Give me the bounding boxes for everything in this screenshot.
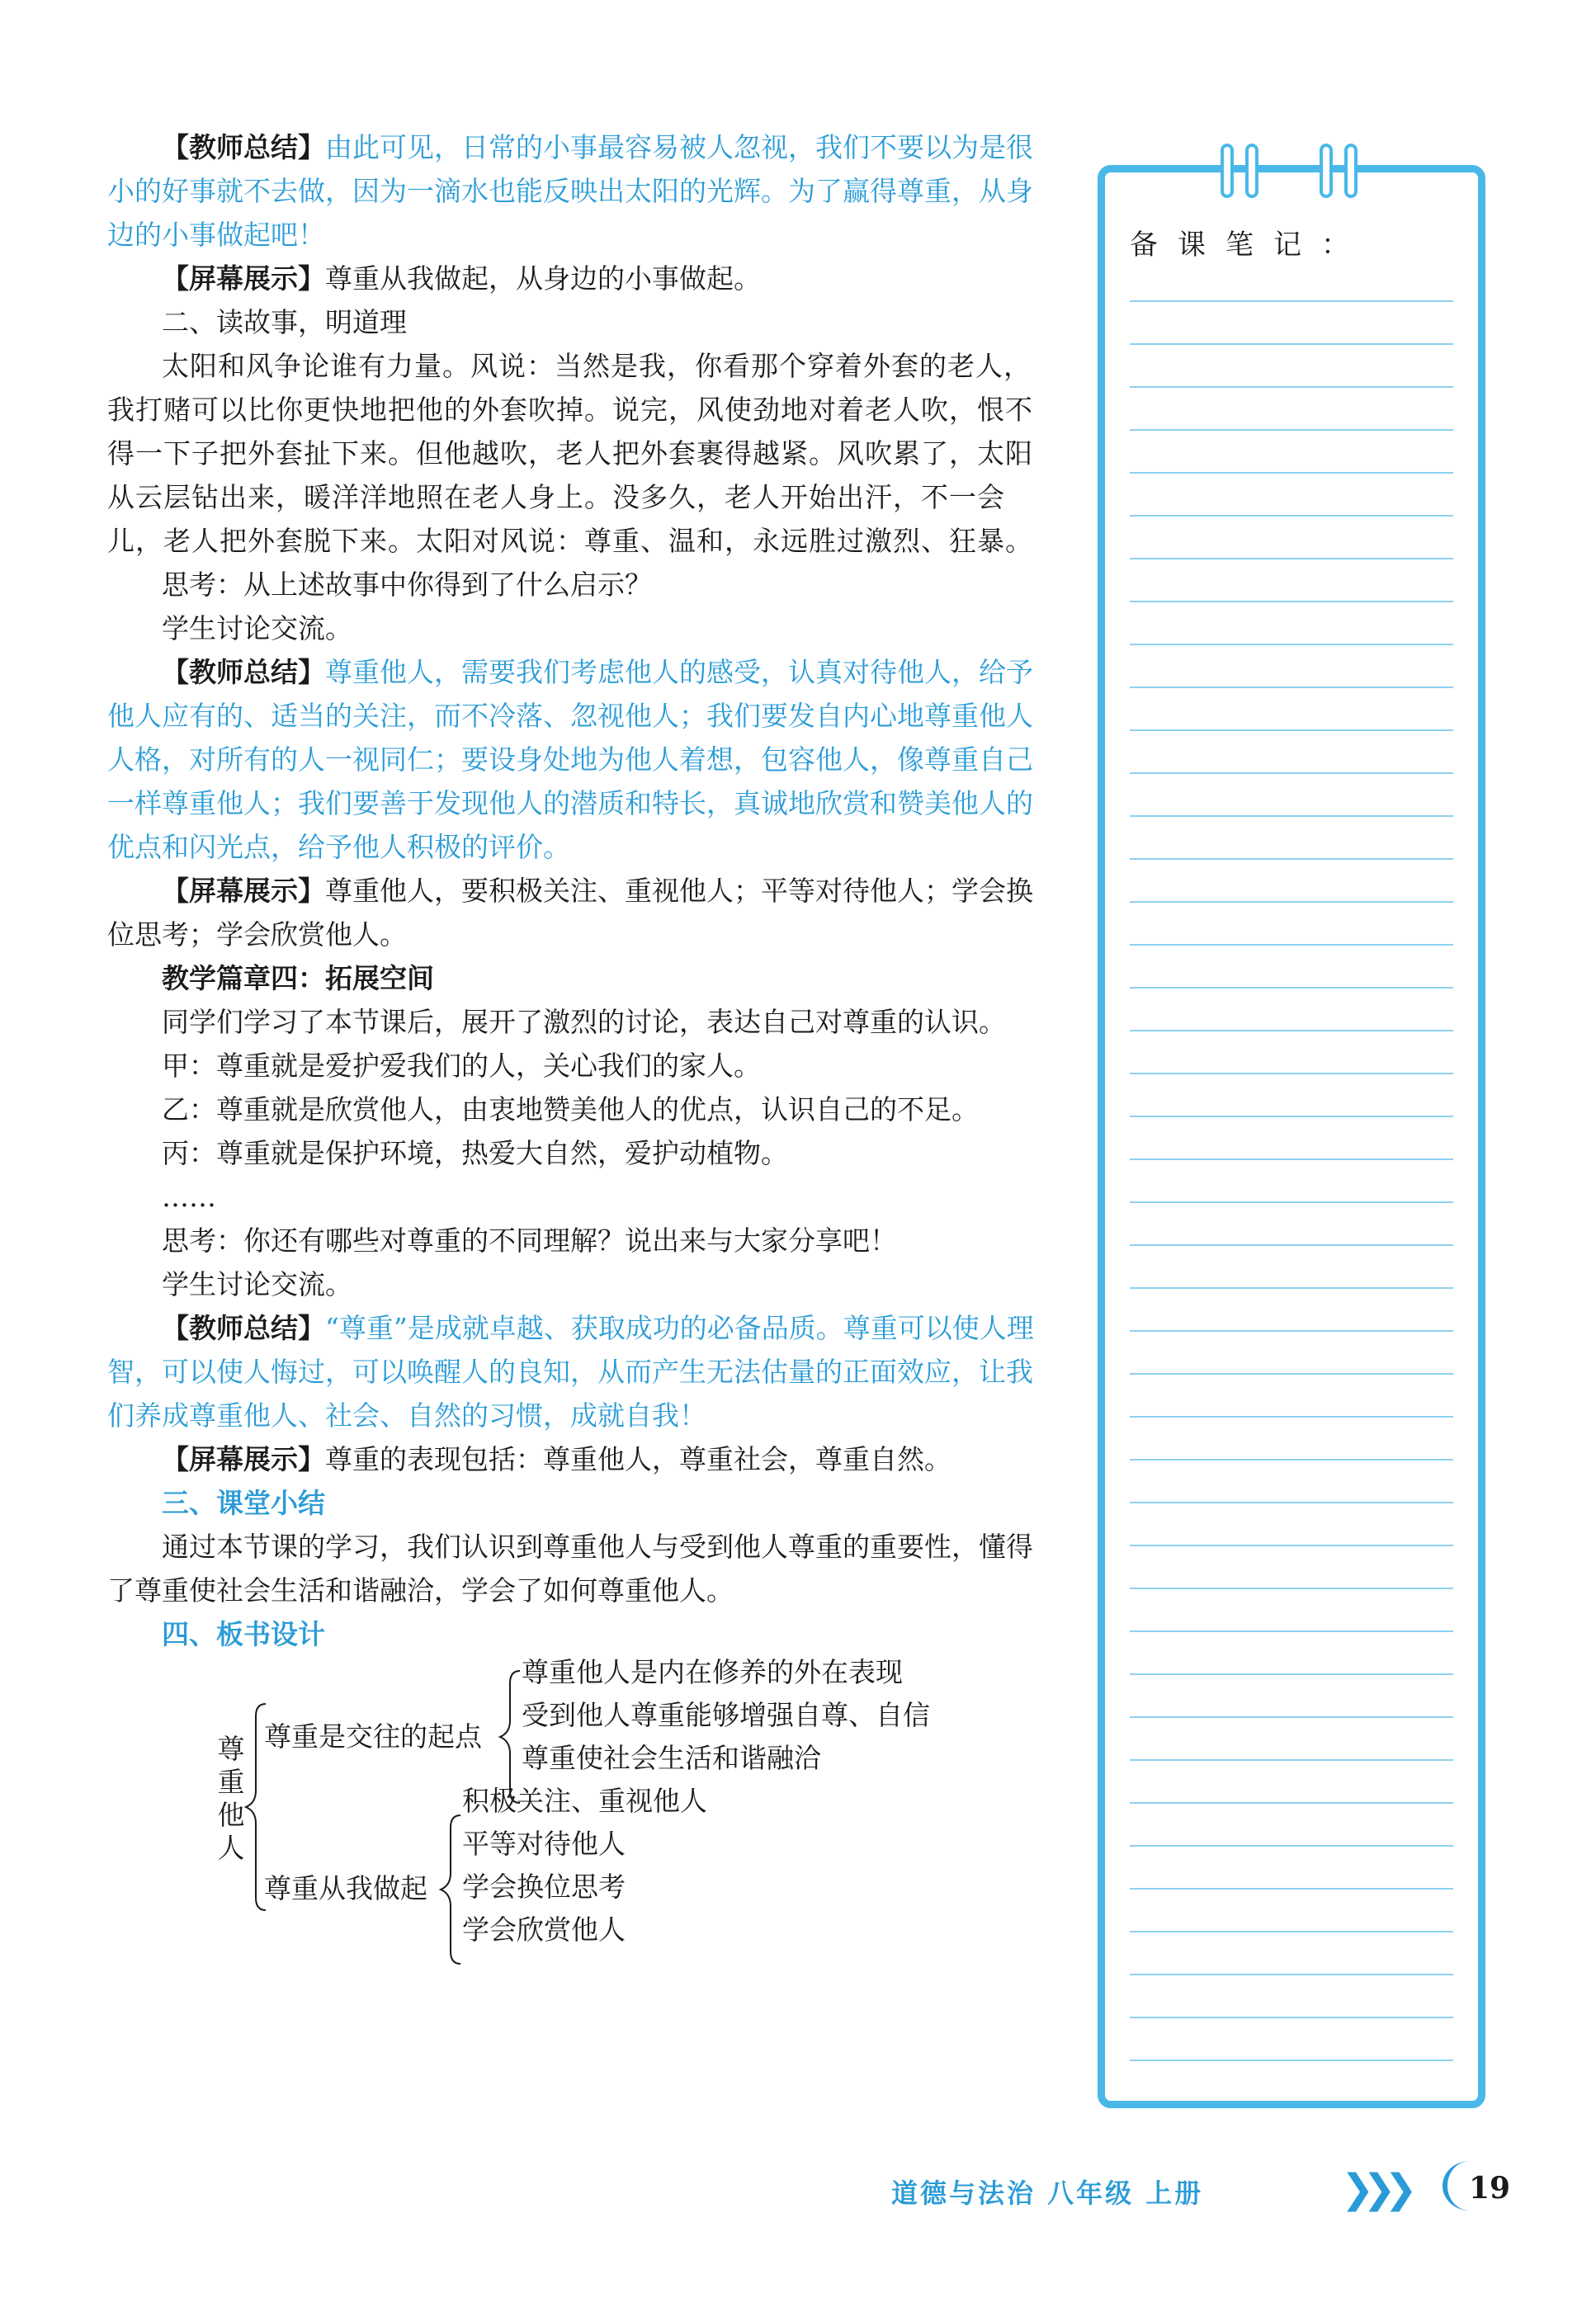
student-discussion-2: 学生讨论交流。	[162, 1268, 352, 1300]
note-line	[1130, 2017, 1453, 2018]
note-line	[1130, 1030, 1453, 1031]
view-jia: 甲：尊重就是爱护爱我们的人，关心我们的家人。	[162, 1050, 761, 1082]
note-line	[1130, 1116, 1453, 1117]
note-line	[1130, 1588, 1453, 1589]
display-text: 尊重他人，要积极关注、重视他人；平等对待他人；学会换位思考；学会欣赏他人。	[107, 875, 1033, 951]
ellipsis: ……	[162, 1181, 216, 1213]
binder-ring-icon	[1221, 144, 1234, 198]
tag-teacher-summary: 【教师总结】	[162, 656, 325, 688]
section-board-design: 四、板书设计	[162, 1618, 325, 1650]
note-line	[1130, 386, 1453, 388]
note-line	[1130, 944, 1453, 946]
tag-screen-display: 【屏幕展示】	[162, 1443, 325, 1475]
story-text: 太阳和风争论谁有力量。风说：当然是我，你看那个穿着外套的老人，我打赌可以比你更快地把他的外套吹掉。说完，风使劲地对着老人吹，恨不得一下子把外套扯下来。但他越吹，老人把外套裹得越紧。风吹累了，太阳从云层钻出来，暖洋洋地照在老人身上。没多久，老人开始出汗，不一会儿，老人把外套脱下来。太阳对风说：尊重、温和，永远胜过激烈、狂暴。	[107, 350, 1033, 557]
screen-display-1	[107, 257, 1056, 300]
board-branch-1: 尊重是交往的起点	[264, 1720, 482, 1753]
display-text: 尊重从我做起，从身边的小事做起。	[325, 262, 761, 295]
teacher-summary-3	[107, 1306, 1056, 1437]
note-line	[1130, 1158, 1453, 1160]
note-line	[1130, 1459, 1453, 1460]
tag-screen-display: 【屏幕展示】	[162, 262, 325, 295]
section-class-summary: 三、课堂小结	[162, 1487, 325, 1519]
tag-screen-display: 【屏幕展示】	[162, 875, 325, 907]
note-line	[1130, 1888, 1453, 1890]
note-line	[1130, 558, 1453, 559]
summary-text: 由此可见，日常的小事最容易被人忽视，我们不要以为是很小的好事就不去做，因为一滴水也能反映出太阳的光辉。为了赢得尊重，从身边的小事做起吧！	[107, 131, 1033, 251]
view-bing: 丙：尊重就是保护环境，热爱大自然，爱护动植物。	[162, 1137, 788, 1169]
note-line	[1130, 1974, 1453, 1975]
note-line	[1130, 300, 1453, 302]
note-line	[1130, 1630, 1453, 1632]
note-line	[1130, 1673, 1453, 1675]
view-yi: 乙：尊重就是欣赏他人，由衷地赞美他人的优点，认识自己的不足。	[162, 1093, 979, 1125]
board-item: 平等对待他人	[462, 1828, 626, 1860]
tag-teacher-summary: 【教师总结】	[162, 131, 325, 163]
chevron-right-icon: ❯❯❯	[1341, 2166, 1406, 2212]
section-extension: 教学篇章四：拓展空间	[162, 962, 434, 994]
screen-display-3	[107, 1437, 1056, 1481]
footer-subject: 道德与法治 八年级 上册	[891, 2178, 1204, 2209]
page-footer	[891, 2166, 1568, 2215]
screen-display-2	[107, 869, 1056, 956]
summary-text: 尊重他人，需要我们考虑他人的感受，认真对待他人，给予他人应有的、适当的关注，而不冷落、忽视他人；我们要发自内心地尊重他人人格，对所有的人一视同仁；要设身处地为他人着想，包容他人，像尊重自己一样尊重他人；我们要善于发现他人的潜质和特长，真诚地欣赏和赞美他人的优点和闪光点，给予他人积极的评价。	[107, 656, 1033, 863]
extension-intro: 同学们学习了本节课后，展开了激烈的讨论，表达自己对尊重的认识。	[162, 1006, 1006, 1038]
think-question-1: 思考：从上述故事中你得到了什么启示？	[162, 569, 652, 601]
note-line	[1130, 1201, 1453, 1203]
board-root: 尊重他人	[217, 1733, 245, 1864]
board-design	[206, 1654, 1032, 1968]
board-item: 尊重使社会生活和谐融洽	[522, 1742, 821, 1774]
note-line	[1130, 1716, 1453, 1718]
lesson-notes-panel	[1098, 165, 1485, 2108]
think-question-2: 思考：你还有哪些对尊重的不同理解？说出来与大家分享吧！	[162, 1224, 897, 1257]
teacher-summary-2	[107, 650, 1056, 869]
note-line	[1130, 1502, 1453, 1503]
note-line	[1130, 1845, 1453, 1847]
student-discussion-1: 学生讨论交流。	[162, 612, 352, 644]
board-item: 受到他人尊重能够增强自尊、自信	[522, 1699, 930, 1731]
binder-ring-icon	[1344, 144, 1358, 198]
note-line	[1130, 472, 1453, 474]
note-line	[1130, 644, 1453, 645]
binder-ring-icon	[1245, 144, 1258, 198]
note-line	[1130, 1287, 1453, 1289]
note-line	[1130, 729, 1453, 731]
note-line	[1130, 1416, 1453, 1418]
summary-text: “尊重”是成就卓越、获取成功的必备品质。尊重可以使人理智，可以使人悔过，可以唤醒人的良知，从而产生无法估量的正面效应，让我们养成尊重他人、社会、自然的习惯，成就自我！	[107, 1312, 1034, 1432]
section-read-story: 二、读故事，明道理	[162, 306, 407, 338]
note-line	[1130, 1931, 1453, 1932]
note-line	[1130, 601, 1453, 602]
note-line	[1130, 1759, 1453, 1761]
note-line	[1130, 1073, 1453, 1074]
note-line	[1130, 687, 1453, 688]
note-line	[1130, 343, 1453, 345]
board-branch-2: 尊重从我做起	[264, 1872, 427, 1904]
binder-ring-icon	[1320, 144, 1333, 198]
lesson-content	[107, 125, 1056, 1656]
note-line	[1130, 1373, 1453, 1375]
note-line	[1130, 815, 1453, 817]
class-summary-text: 通过本节课的学习，我们认识到尊重他人与受到他人尊重的重要性，懂得了尊重使社会生活和谐融洽，学会了如何尊重他人。	[107, 1531, 1033, 1607]
note-line	[1130, 1545, 1453, 1546]
note-line	[1130, 772, 1453, 774]
notes-title: 备课笔记：	[1130, 229, 1369, 262]
board-item: 学会欣赏他人	[462, 1913, 626, 1946]
note-line	[1130, 987, 1453, 989]
board-item: 学会换位思考	[462, 1871, 626, 1903]
note-line	[1130, 2060, 1453, 2061]
teacher-summary-1	[107, 125, 1056, 257]
page-number: 19	[1469, 2171, 1511, 2206]
board-item: 积极关注、重视他人	[462, 1785, 707, 1817]
tag-teacher-summary: 【教师总结】	[162, 1312, 325, 1344]
note-line	[1130, 1244, 1453, 1246]
note-line	[1130, 1330, 1453, 1332]
note-line	[1130, 1802, 1453, 1804]
display-text: 尊重的表现包括：尊重他人，尊重社会，尊重自然。	[325, 1443, 951, 1475]
board-item: 尊重他人是内在修养的外在表现	[522, 1656, 903, 1688]
note-line	[1130, 858, 1453, 860]
note-line	[1130, 429, 1453, 431]
note-line	[1130, 901, 1453, 903]
note-line	[1130, 515, 1453, 517]
